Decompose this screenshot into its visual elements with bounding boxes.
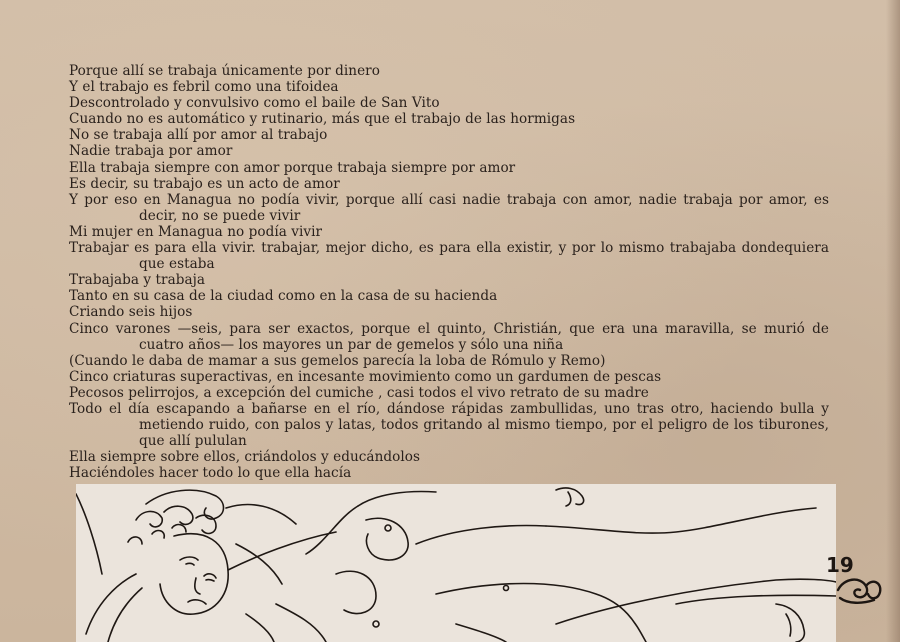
page-edge-shadow: [886, 0, 900, 642]
poem-line: Y por eso en Managua no podía vivir, porque allí casi nadie trabaja con amor, nadie trabaja por amor, es decir, no se puede vivir: [69, 191, 829, 224]
poem-line: No se trabaja allí por amor al trabajo: [69, 127, 328, 144]
line-drawing-illustration: [76, 484, 836, 642]
poem-line: Ella trabaja siempre con amor porque trabaja siempre por amor: [69, 159, 516, 176]
poem-line: Todo el día escapando a bañarse en el río, dándose rápidas zambullidas, uno tras otro, haciendo bulla y metiendo ruido, con palos y latas, todos gritando al mismo tiempo, por el peligro de los tiburones, que allí pululan: [69, 400, 829, 450]
poem-line: Y el trabajo es febril como una tifoidea: [69, 79, 339, 96]
poem-line: Trabajar es para ella vivir. trabajar, mejor dicho, es para ella existir, y por lo mismo trabajaba dondequiera que estaba: [69, 240, 829, 273]
poem-line: Cinco criaturas superactivas, en incesante movimiento como un gardumen de pescas: [69, 368, 662, 385]
poem-line: (Cuando le daba de mamar a sus gemelos parecía la loba de Rómulo y Remo): [69, 352, 606, 369]
poem-line: Cinco varones —seis, para ser exactos, porque el quinto, Christián, que era una maravilla, se murió de cuatro años— los mayores un par de gemelos y sólo una niña: [69, 320, 829, 353]
poem-line: Cuando no es automático y rutinario, más que el trabajo de las hormigas: [69, 111, 576, 128]
poem-line: Es decir, su trabajo es un acto de amor: [69, 175, 340, 192]
poem-line: Nadie trabaja por amor: [69, 143, 233, 160]
poem-line: Trabajaba y trabaja: [69, 272, 206, 289]
poem-line: Ella siempre sobre ellos, criándolos y educándolos: [69, 449, 421, 466]
poem-line: Haciéndoles hacer todo lo que ella hacía: [69, 465, 352, 482]
poem-line: Porque allí se trabaja únicamente por dinero: [69, 63, 380, 79]
poem-line: Mi mujer en Managua no podía vivir: [69, 223, 323, 240]
poem-text: [69, 63, 829, 481]
poem-line: Descontrolado y convulsivo como el baile de San Vito: [69, 95, 440, 112]
poem-line: Criando seis hijos: [69, 304, 193, 321]
poem-line: Pecosos pelirrojos, a excepción del cumiche , casi todos el vivo retrato de su madre: [69, 384, 649, 401]
page-number: 19: [826, 553, 854, 577]
poem-line: Tanto en su casa de la ciudad como en la casa de su hacienda: [69, 288, 498, 305]
flourish-ornament-icon: [834, 572, 884, 606]
